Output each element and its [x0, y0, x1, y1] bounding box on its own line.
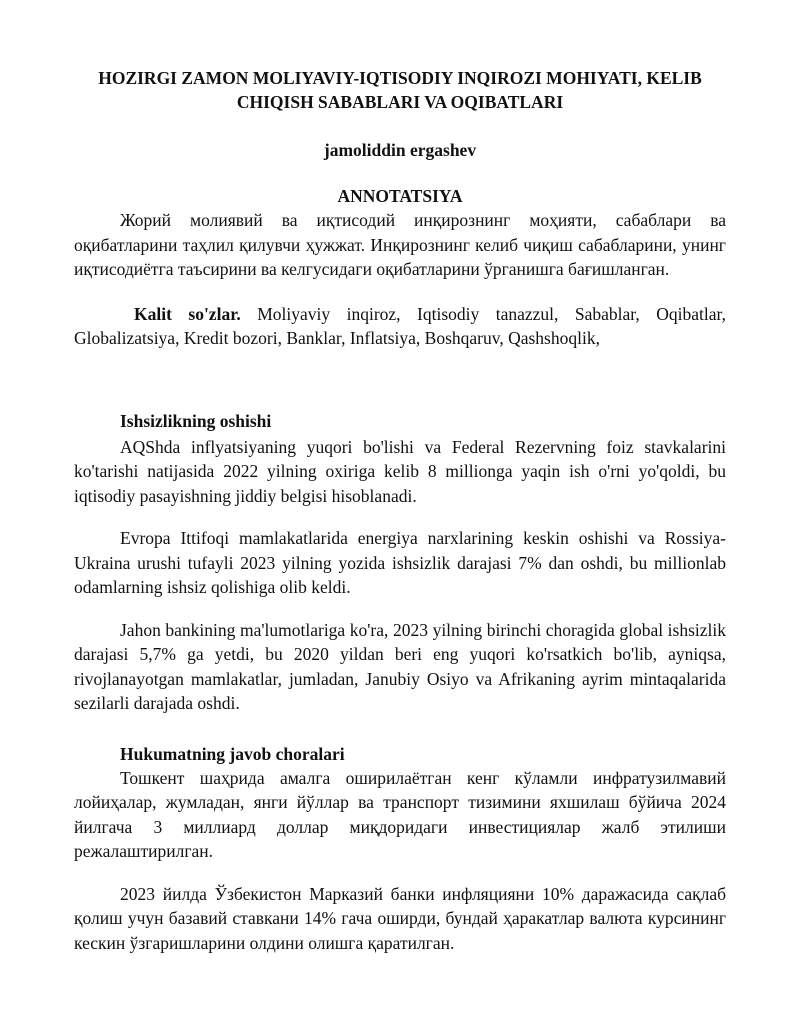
- author-name: jamoliddin ergashev: [323, 140, 477, 160]
- abstract-heading: ANNOTATSIYA: [337, 186, 463, 206]
- keywords-paragraph: [74, 302, 726, 351]
- section-paragraph: Evropa Ittifoqi mamlakatlarida energiya narxlarining keskin oshishi va Rossiya-Ukraina urushi tufayli 2023 yilning yozida ishsizlik darajasi 7% dan oshdi, bu millionlab odamlarning ishsiz qolishiga olib keldi.: [74, 528, 726, 597]
- abstract-paragraph: Жорий молиявий ва иқтисодий инқирознинг моҳияти, сабаблари ва оқибатларини таҳлил қилувчи ҳужжат. Инқирознинг келиб чиқиш сабабларини, унинг иқтисодиётга таъсирини ва келгусидаги оқибатларини ўрганишга бағишланган.: [74, 210, 726, 279]
- keywords-label: Kalit so'zlar.: [134, 303, 241, 324]
- document-page: [74, 60, 726, 955]
- section-paragraph: Тошкент шаҳрида амалга оширилаётган кенг кўламли инфратузилмавий лойиҳалар, жумладан, янги йўллар ва транспорт тизимини яхшилаш бўйича 2024 йилгача 3 миллиард доллар миқдоридаги инвестициялар жалб этилиши режалаштирилган.: [74, 767, 726, 861]
- paper-title: HOZIRGI ZAMON MOLIYAVIY-IQTISODIY INQIROZI MOHIYATI, KELIB CHIQISH SABABLARI VA OQIBATLARI: [98, 68, 702, 112]
- section-paragraph: AQShda inflyatsiyaning yuqori bo'lishi va Federal Rezervning foiz stavkalarini ko'tarishi natijasida 2022 yilning oxiriga kelib 8 millionga yaqin ish o'rni yo'qoldi, bu iqtisodiy pasayishning jiddiy belgisi hisoblanadi.: [74, 436, 726, 506]
- section-paragraph: 2023 йилда Ўзбекистон Марказий банки инфляцияни 10% даражасида сақлаб қолиш учун базавий ставкани 14% гача оширди, бундай ҳаракатлар валюта курсининг кескин ўзгаришларини олдини олишга қаратилган.: [74, 883, 726, 953]
- keywords-text: Moliyaviy inqiroz, Iqtisodiy tanazzul, Sabablar, Oqibatlar, Globalizatsiya, Kredit bozori, Banklar, Inflatsiya, Boshqaruv, Qashshoqlik,: [74, 303, 726, 348]
- section-heading-government-response: Hukumatning javob choralari: [120, 743, 345, 764]
- section-paragraph: Jahon bankining ma'lumotlariga ko'ra, 2023 yilning birinchi choragida global ishsizlik darajasi 5,7% ga yetdi, bu 2020 yildan beri eng yuqori ko'rsatkich bo'lib, ayniqsa, rivojlanayotgan mamlakatlar, jumladan, Janubiy Osiyo va Afrikaning ayrim mintaqalarida sezilarli darajada oshdi.: [74, 619, 726, 713]
- section-heading-unemployment: Ishsizlikning oshishi: [120, 410, 272, 431]
